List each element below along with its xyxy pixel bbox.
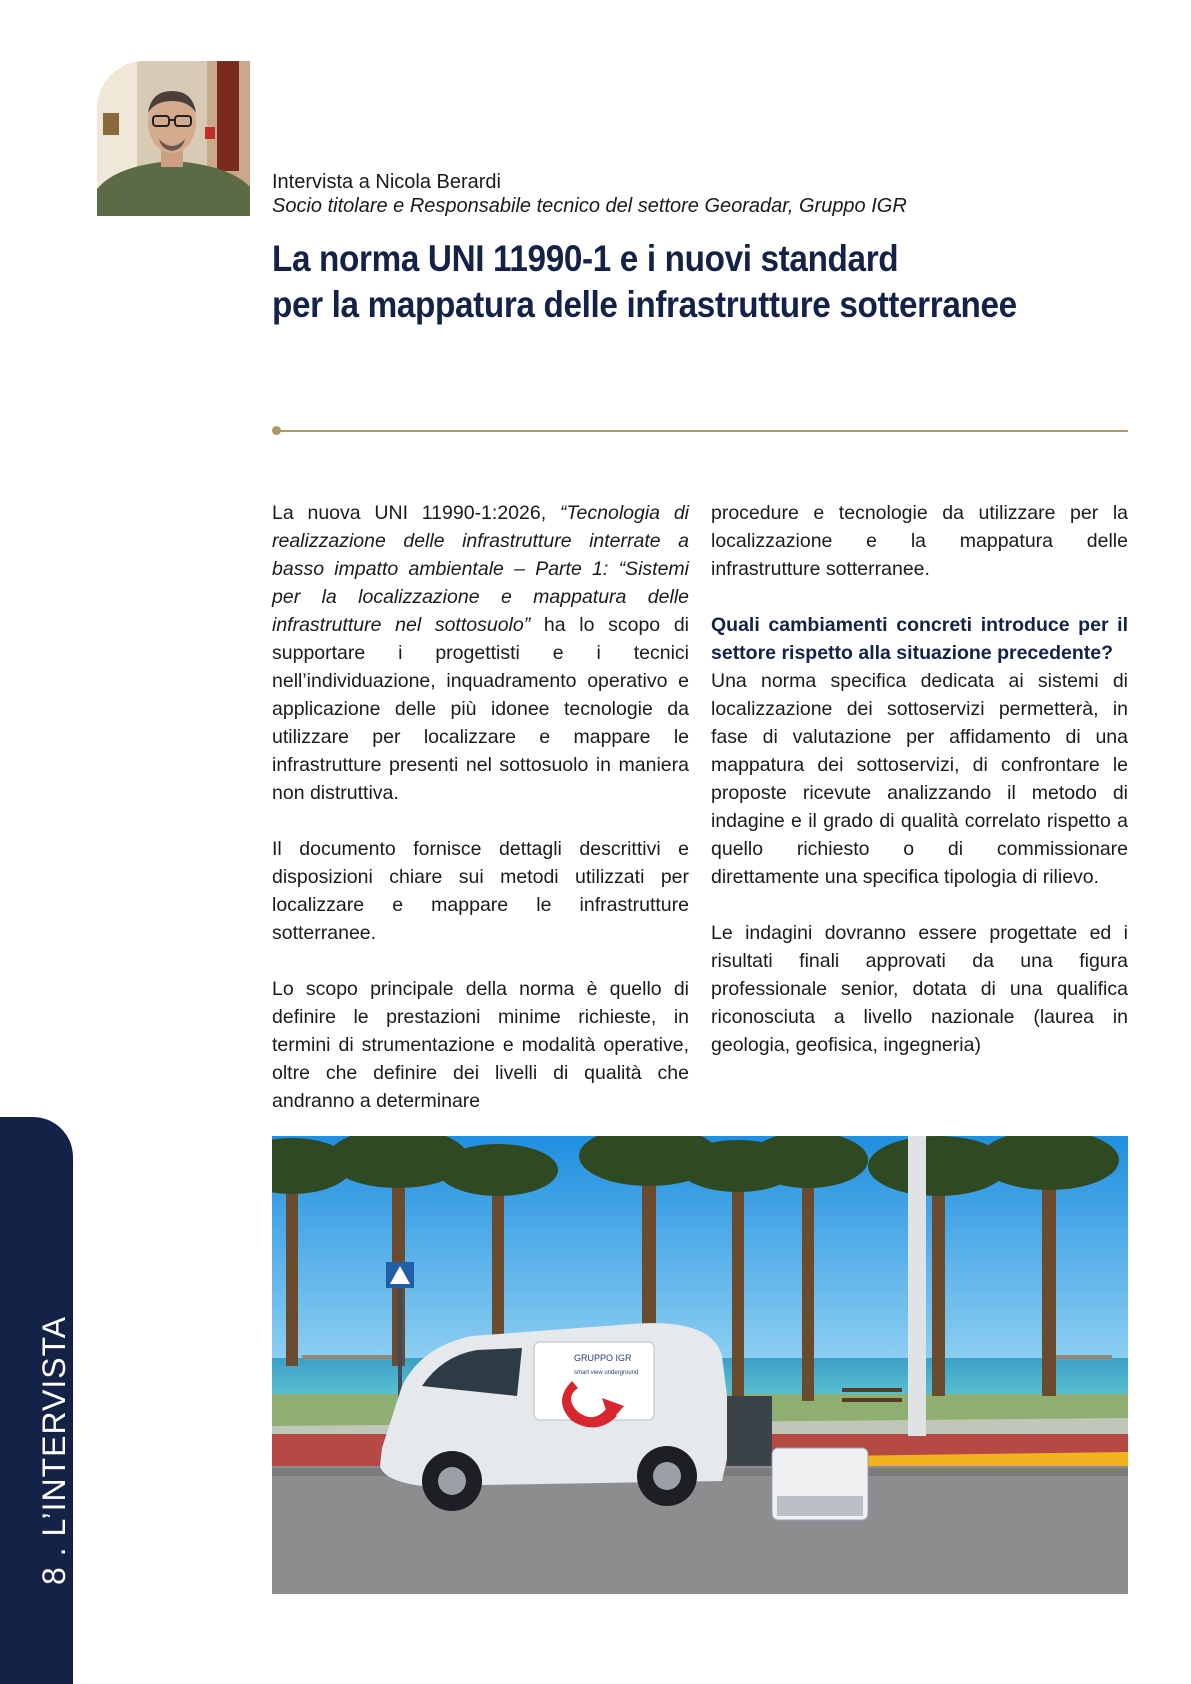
interview-question: Quali cambiamenti concreti introduce per il settore rispetto alla situazione precedente? (711, 614, 1128, 664)
paragraph: Lo scopo principale della norma è quello di definire le prestazioni minime richieste, in termini di strumentazione e modalità operative, oltre che definire dei livelli di qualità che andranno a determinare (272, 978, 689, 1112)
paragraph (272, 499, 689, 807)
van-tagline-text: smart view underground (574, 1370, 639, 1376)
divider-rule (273, 430, 1128, 432)
article-title (272, 236, 1046, 328)
paragraph: Il documento fornisce dettagli descrittivi e disposizioni chiare sui metodi utilizzati per localizzare e mappare le infrastrutture sotterranee. (272, 838, 689, 944)
paragraph-rest: ha lo scopo di supportare i progettisti e i tecnici nell’individuazione, inquadramento operativo e applicazione delle più idonee tecnologie da utilizzare per localizzare e mappare le infrastrutture presenti nel sottosuolo in maniera non distruttiva. (272, 614, 689, 804)
author-portrait (97, 61, 250, 216)
interviewee-name: Intervista a Nicola Berardi (272, 171, 501, 193)
georadar-van-photo (272, 1136, 1128, 1594)
section-label: 8 . L’INTERVISTA (36, 1315, 72, 1585)
portrait-image (97, 61, 250, 216)
standard-title: “Tecnologia di realizzazione delle infrastrutture interrate a basso impatto ambientale – Parte 1: “Sistemi per la localizzazione e mappatura delle infrastrutture nel sottosuolo” (272, 502, 689, 636)
van-brand-text: GRUPPO IGR (574, 1353, 632, 1363)
interviewee-role: Socio titolare e Responsabile tecnico del settore Georadar, Gruppo IGR (272, 195, 907, 217)
article-photo (272, 1136, 1128, 1594)
paragraph: Una norma specifica dedicata ai sistemi di localizzazione dei sottoservizi permetterà, in fase di valutazione per affidamento di una mappatura dei sottoservizi, di confrontare le proposte ricevute analizzando il metodo di indagine e il grado di qualità correlato rispetto a quello richiesto o di commissionare direttamente una specifica tipologia di rilievo. (711, 670, 1128, 888)
article-column-1 (272, 499, 689, 1143)
title-line-2: per la mappatura delle infrastrutture sotterranee (272, 284, 1017, 325)
paragraph: Le indagini dovranno essere progettate ed i risultati finali approvati da una figura professionale senior, dotata di una qualifica riconosciuta a livello nazionale (laurea in geologia, geofisica, ingegneria) (711, 922, 1128, 1056)
byline (272, 170, 1032, 218)
paragraph-intro: La nuova UNI 11990-1:2026, (272, 502, 560, 524)
article-column-2 (711, 499, 1128, 1087)
paragraph: procedure e tecnologie da utilizzare per la localizzazione e la mappatura delle infrastrutture sotterranee. (711, 502, 1128, 580)
title-line-1: La norma UNI 11990-1 e i nuovi standard (272, 238, 899, 279)
